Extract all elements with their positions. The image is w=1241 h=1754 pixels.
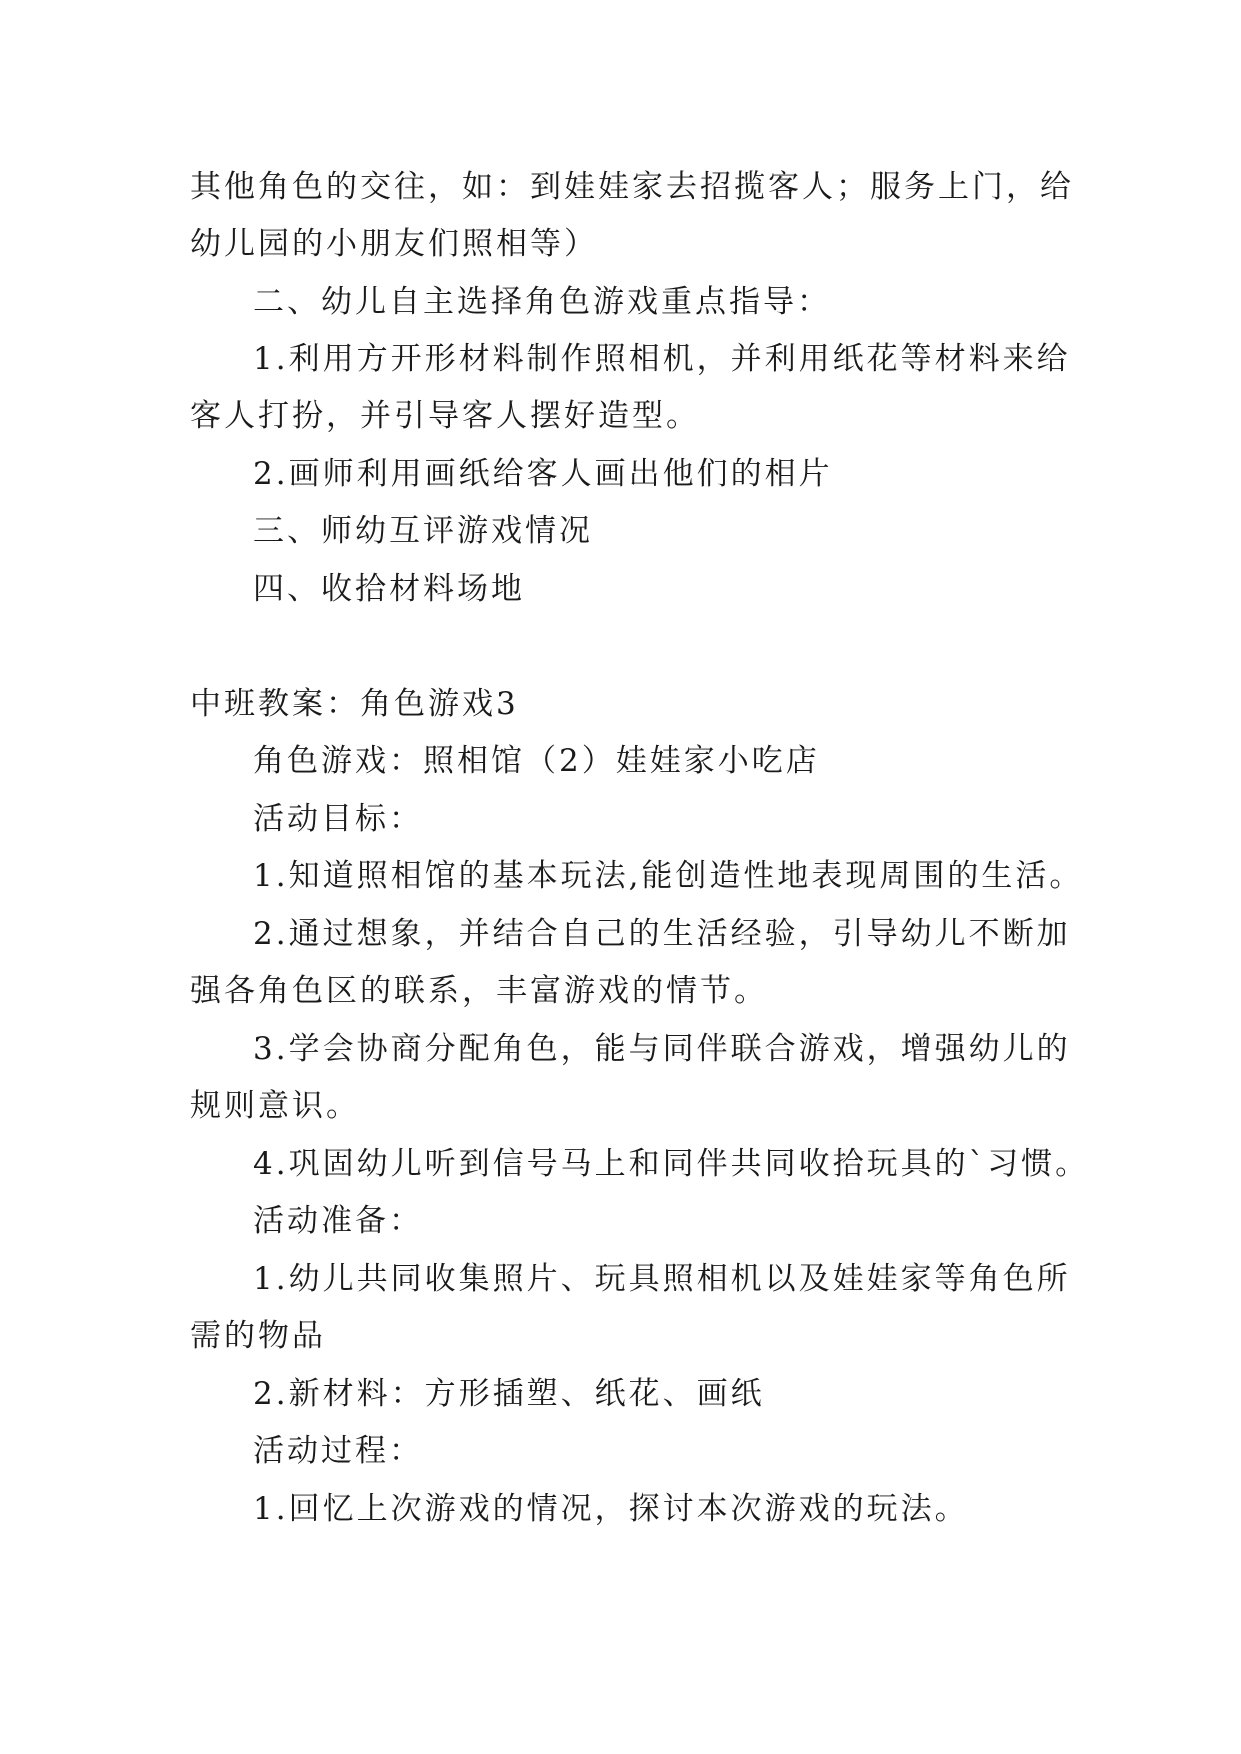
paragraph-line: 规则意识。 bbox=[190, 1088, 360, 1124]
paragraph-line: 强各角色区的联系，丰富游戏的情节。 bbox=[190, 973, 768, 1009]
paragraph-line: 1.回忆上次游戏的情况，探讨本次游戏的玩法。 bbox=[253, 1491, 969, 1527]
lesson-title: 中班教案：角色游戏3 bbox=[190, 686, 519, 722]
paragraph-line: 其他角色的交往，如：到娃娃家去招揽客人；服务上门，给 bbox=[190, 169, 1074, 205]
paragraph-line: 2.画师利用画纸给客人画出他们的相片 bbox=[253, 456, 833, 492]
paragraph-line: 3.学会协商分配角色，能与同伴联合游戏，增强幼儿的 bbox=[253, 1031, 1071, 1067]
paragraph-line: 1.幼儿共同收集照片、玩具照相机以及娃娃家等角色所 bbox=[253, 1261, 1071, 1297]
section-heading: 四、收拾材料场地 bbox=[253, 571, 525, 607]
paragraph-line: 2.通过想象，并结合自己的生活经验，引导幼儿不断加 bbox=[253, 916, 1071, 952]
paragraph-line: 1.知道照相馆的基本玩法,能创造性地表现周围的生活。 bbox=[253, 858, 1084, 894]
paragraph-line: 4.巩固幼儿听到信号马上和同伴共同收拾玩具的`习惯。 bbox=[253, 1146, 1090, 1182]
paragraph-line: 角色游戏：照相馆（2）娃娃家小吃店 bbox=[253, 743, 820, 779]
section-heading: 活动过程： bbox=[253, 1433, 423, 1469]
section-heading: 二、幼儿自主选择角色游戏重点指导： bbox=[253, 284, 831, 320]
paragraph-line: 客人打扮，并引导客人摆好造型。 bbox=[190, 398, 700, 434]
section-heading: 三、师幼互评游戏情况 bbox=[253, 513, 593, 549]
paragraph-line: 需的物品 bbox=[190, 1318, 326, 1354]
section-heading: 活动目标： bbox=[253, 801, 423, 837]
paragraph-line: 幼儿园的小朋友们照相等） bbox=[190, 226, 598, 262]
section-heading: 活动准备： bbox=[253, 1203, 423, 1239]
paragraph-line: 2.新材料：方形插塑、纸花、画纸 bbox=[253, 1376, 765, 1412]
paragraph-line: 1.利用方开形材料制作照相机，并利用纸花等材料来给 bbox=[253, 341, 1071, 377]
